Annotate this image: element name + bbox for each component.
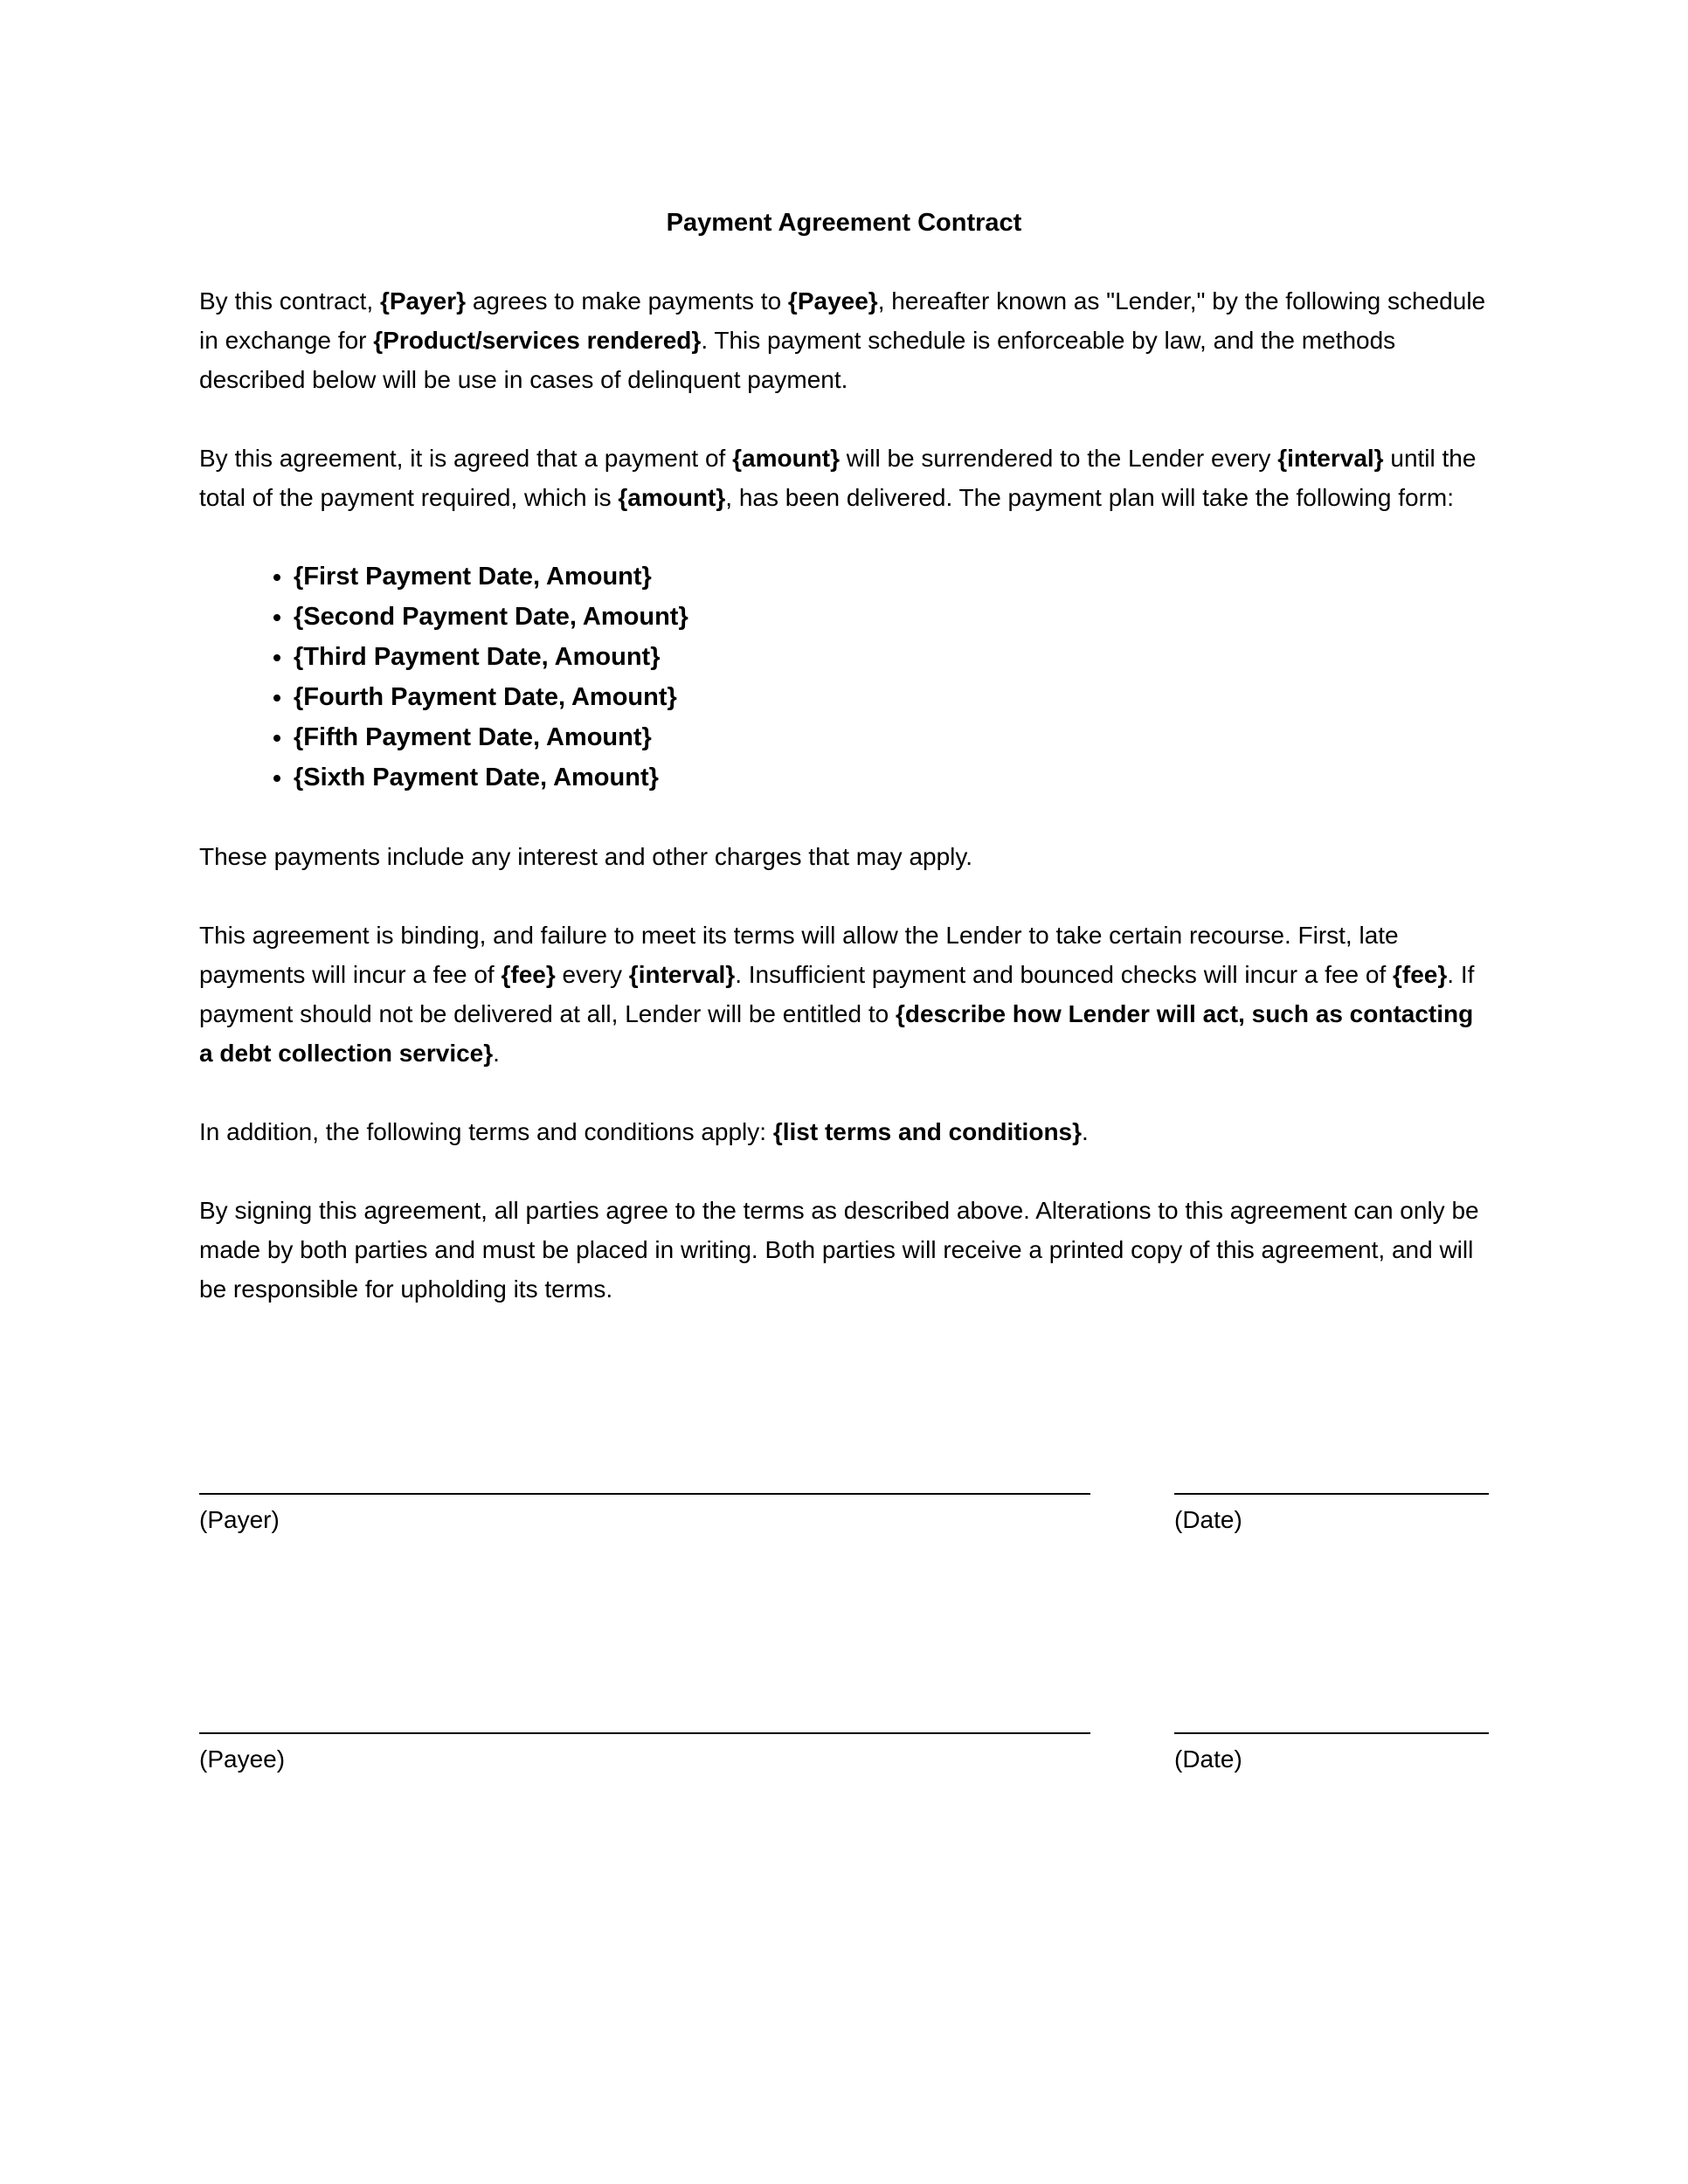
payment-schedule-item: • {Third Payment Date, Amount} xyxy=(294,637,1489,677)
payee-signature-line xyxy=(199,1732,1090,1734)
paragraph-signing-agreement: By signing this agreement, all parties agree to the terms as described above. Alterations to this agreement can only be made by both parties and must be placed in writing. Both parties will receive a printed copy of this agreement, and will be responsible for upholding its terms. xyxy=(199,1197,1479,1303)
payee-signature-label: (Payee) xyxy=(199,1745,286,1773)
paragraph-interest-note: These payments include any interest and other charges that may apply. xyxy=(199,843,973,870)
paragraph-binding-recourse: This agreement is binding, and failure to meet its terms will allow the Lender to take certain recourse. First, late payments will incur a fee of {fee} every {interval}. Insufficient payment and bounced checks will incur a fee of {fee}. If payment should not be delivered at all, Lender will be entitled to {describe how Lender will act, such as contacting a debt collection service}. xyxy=(199,922,1475,1067)
payment-schedule-item: • {Fourth Payment Date, Amount} xyxy=(294,677,1489,717)
payment-schedule-item: • {Second Payment Date, Amount} xyxy=(294,597,1489,637)
payee-date-line xyxy=(1174,1732,1489,1734)
payer-signature-block xyxy=(199,1493,1090,1539)
paragraph-intro: By this contract, {Payer} agrees to make payments to {Payee}, hereafter known as "Lender," by the following schedule in exchange for {Product/services rendered}. This payment schedule is enforceable by law, and the methods described below will be use in cases of delinquent payment. xyxy=(199,287,1486,393)
payee-date-block xyxy=(1174,1732,1489,1779)
payer-signature-label: (Payer) xyxy=(199,1506,280,1533)
payer-signature-row xyxy=(199,1493,1489,1539)
payer-date-line xyxy=(1174,1493,1489,1495)
payee-signature-block xyxy=(199,1732,1090,1779)
payment-schedule-item: • {Sixth Payment Date, Amount} xyxy=(294,757,1489,798)
payer-signature-line xyxy=(199,1493,1090,1495)
payer-date-block xyxy=(1174,1493,1489,1539)
payee-signature-row xyxy=(199,1732,1489,1779)
payment-schedule-list xyxy=(199,556,1489,798)
signature-section xyxy=(199,1493,1489,1779)
payment-schedule-item: • {Fifth Payment Date, Amount} xyxy=(294,717,1489,757)
payment-schedule-item: • {First Payment Date, Amount} xyxy=(294,556,1489,597)
payee-date-label: (Date) xyxy=(1174,1745,1242,1773)
paragraph-terms-conditions: In addition, the following terms and conditions apply: {list terms and conditions}. xyxy=(199,1118,1089,1145)
payer-date-label: (Date) xyxy=(1174,1506,1242,1533)
paragraph-payment-terms: By this agreement, it is agreed that a payment of {amount} will be surrendered to the Lender every {interval} until the total of the payment required, which is {amount}, has been delivered. The payment plan will take the following form: xyxy=(199,445,1477,511)
document-title: Payment Agreement Contract xyxy=(666,209,1022,237)
